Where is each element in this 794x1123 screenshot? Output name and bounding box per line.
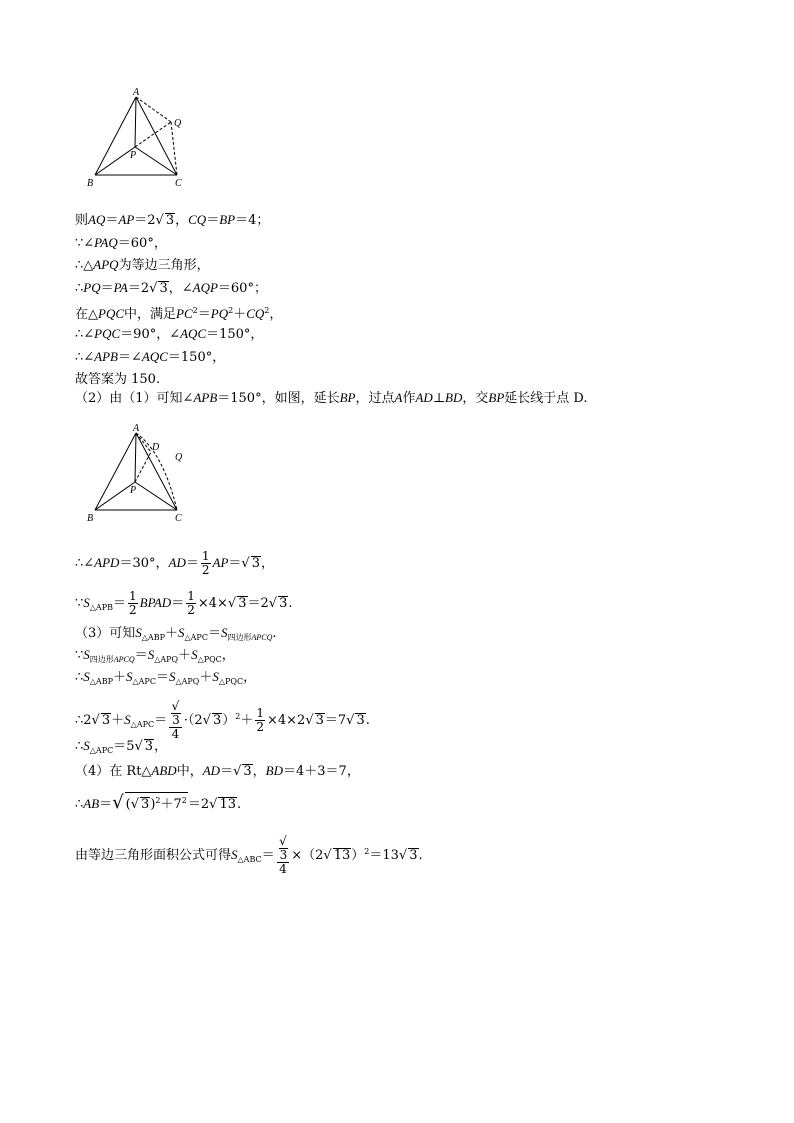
solution-line-14: $\therefore S_{\triangle ABP}+S_{\triangle APC}=S_{\triangle APQ}+S_{\triangle PQC}$， [75,669,257,686]
label-c: C [175,178,182,189]
solution-line-8: 故答案为 150. [75,372,161,387]
solution-line-13: $\because S_{四边形APCQ}=S_{\triangle APQ}+S_{\triangle PQC}$， [75,647,235,664]
fraction: $\frac{1}{2}$ [129,589,137,617]
solution-line-3: ∴△APQ为等边三角形， [75,257,210,273]
solution-line-16: $\therefore S_{\triangle APC}=5√$ 3， [75,738,168,755]
solution-line-12: （3）可知$S_{\triangle ABP}+S_{\triangle APC}=S_{四边形APCQ}$. [75,625,277,642]
solution-line-4: ∴PQ＝PA＝2√ 3，∠AQP＝60°； [75,280,267,296]
fraction: $\frac{1}{2}$ [256,706,264,734]
label-q: Q [175,452,183,463]
solution-line-9: （2）由（1）可知∠APB＝150°，如图，延长BP，过点A作AD⊥BD，交BP延长线于点 D. [75,390,588,406]
solution-line-18: ∴AB＝√ (√ $3)^2+7^2=2√$ 13. [75,792,242,813]
label-c: C [175,513,182,524]
label-b: B [87,513,94,524]
solution-line-1: 则AQ＝AP＝2√ 3，CQ＝BP＝4； [75,212,270,228]
solution-line-17: （4）在 Rt△ABD中，AD＝√ 3，BD＝4＋3＝7， [75,763,360,779]
solution-line-6: ∴∠PQC＝90°，∠AQC＝150°， [75,326,264,342]
label-b: B [87,178,94,189]
solution-line-11: $\because S_{\triangle APB}=$ $\frac{1}{2}$ BPAD＝ $\frac{1}{2}$ ×4×√ 3＝2√ 3. [75,589,293,617]
label-q: Q [174,118,182,129]
figure-2 [85,420,195,525]
label-p: P [130,150,137,161]
label-a: A [133,423,140,434]
label-p: P [130,485,137,496]
fraction: $\frac{1}{2}$ [187,589,195,617]
figure-1 [85,85,195,190]
solution-line-7: ∴∠APB＝∠AQC＝150°， [75,349,226,365]
fraction: √ 3 4 [169,700,182,741]
label-a: A [133,87,140,98]
fraction: √ 3 4 [277,835,290,876]
solution-line-15: ∴2√ $3+S_{\triangle APC}=$ √ 3 4 ·（2√ 3）$^2$＋ $\frac{1}{2}$ ×4×2√ 3＝7√ 3. [75,699,370,741]
solution-line-10: ∴∠APD＝30°，AD＝ $\frac{1}{2}$ AP＝√ 3， [75,549,274,577]
solution-line-19: 由等边三角形面积公式可得$S_{\triangle ABC}=$ √ 3 4 ×（2√ 13）$^2$＝13√ 3. [75,834,423,876]
solution-line-2: ∵∠PAQ＝60°， [75,235,167,251]
solution-line-5: 在△PQC中，满足$PC^2=PQ^2+CQ^2$， [75,306,283,322]
label-d: D [152,442,160,453]
fraction: $\frac{1}{2}$ [201,549,210,577]
